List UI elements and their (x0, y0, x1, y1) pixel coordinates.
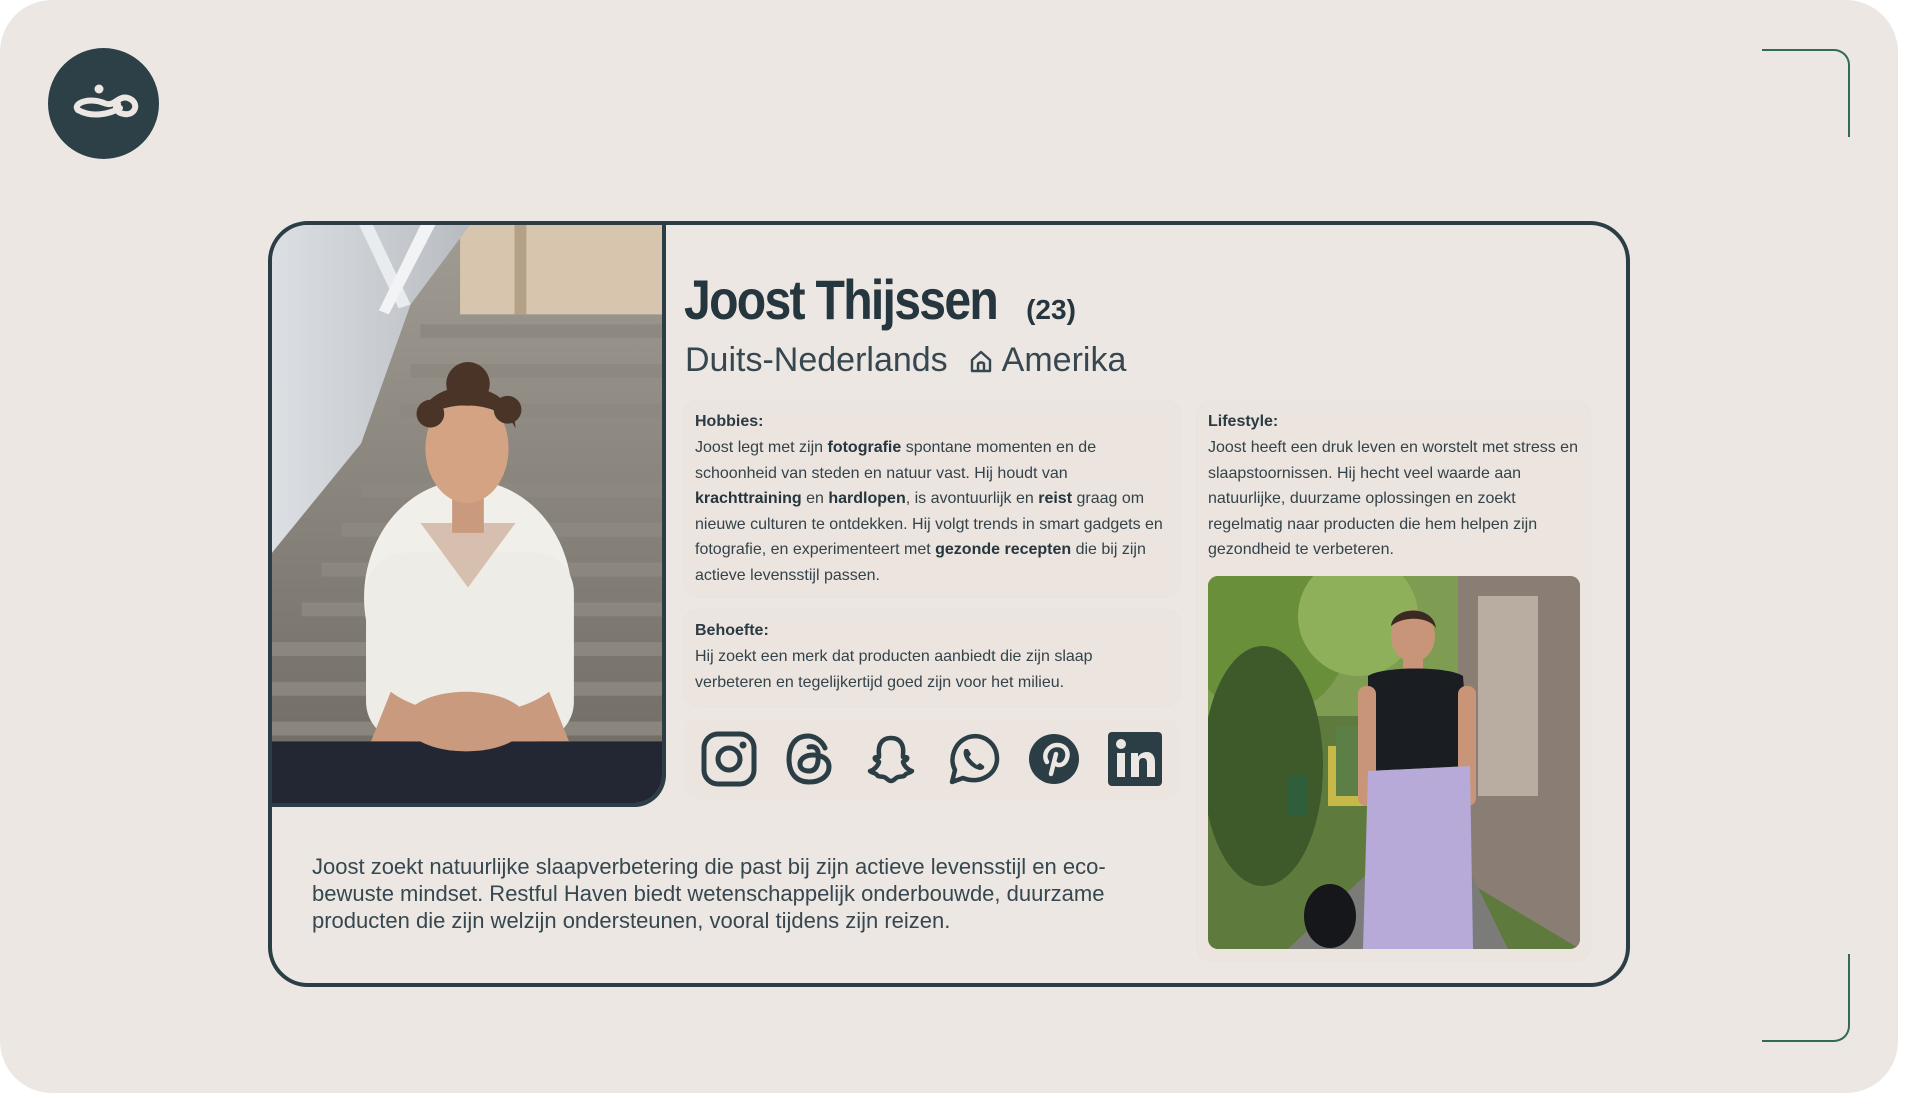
hobby-keyword: fotografie (827, 439, 902, 456)
corner-frame-top-right (1762, 49, 1850, 137)
persona-summary: Joost zoekt natuurlijke slaapverbetering die past bij zijn actieve levensstijl en eco-bewuste mindset. Restful Haven biedt wetenschappelijk onderbouwde, duurzame producten die zijn welzijn ondersteunen, vooral tijdens zijn reizen. (312, 854, 1106, 933)
snapchat-icon[interactable] (862, 730, 920, 788)
persona-name: Joost Thijssen (684, 268, 998, 331)
hobby-keyword: krachttraining (695, 490, 802, 507)
threads-icon[interactable] (781, 730, 839, 788)
lifestyle-photo (1208, 576, 1580, 949)
hobby-keyword: reist (1038, 490, 1073, 507)
persona-origin: Duits-Nederlands (685, 341, 948, 379)
lifestyle-text: Joost heeft een druk leven en worstelt met stress en slaapstoornissen. Hij hecht veel waarde aan natuurlijke, duurzame oplossingen en zoekt regelmatig naar producten die hem helpen zijn gezondheid te verbeteren. (1208, 439, 1578, 558)
hobby-text-segment: spontane momenten en de schoonheid van steden en natuur vast. Hij houdt van (695, 439, 1097, 482)
linkedin-icon[interactable] (1106, 730, 1164, 788)
persona-home: Amerika (1001, 341, 1127, 379)
hobby-keyword: hardlopen (828, 490, 906, 507)
lifestyle-box (1197, 401, 1590, 961)
hobbies-title: Hobbies: (695, 413, 764, 430)
hobbies-box (684, 401, 1180, 597)
whatsapp-icon[interactable] (944, 730, 1002, 788)
corner-frame-bottom-right (1762, 954, 1850, 1042)
hobby-keyword: gezonde recepten (935, 541, 1072, 558)
hobby-text-segment: Joost legt met zijn (695, 439, 828, 456)
hobby-text-segment: graag om nieuwe culturen te ontdekken. Hij volgt trends in smart gadgets en fotografie, en experimenteert met (695, 490, 1163, 558)
brand-logo (48, 48, 159, 159)
need-text: Hij zoekt een merk dat producten aanbiedt die zijn slaap verbeteren en tegelijkertijd goed zijn voor het milieu. (695, 648, 1093, 691)
need-title: Behoefte: (695, 622, 769, 639)
portrait-photo (272, 225, 666, 807)
home-icon (968, 348, 994, 374)
hobbies-text (695, 435, 1169, 588)
pinterest-icon[interactable] (1025, 730, 1083, 788)
persona-age: (23) (1026, 294, 1076, 325)
social-icons (684, 719, 1180, 799)
instagram-icon[interactable] (700, 730, 758, 788)
need-box (684, 610, 1180, 706)
persona-card (268, 221, 1630, 987)
hobby-text-segment: , is avontuurlijk en (905, 490, 1039, 507)
hobby-text-segment: en (801, 490, 829, 507)
lifestyle-title: Lifestyle: (1208, 413, 1279, 430)
hobby-text-segment: die bij zijn actieve levensstijl passen. (695, 541, 1146, 584)
